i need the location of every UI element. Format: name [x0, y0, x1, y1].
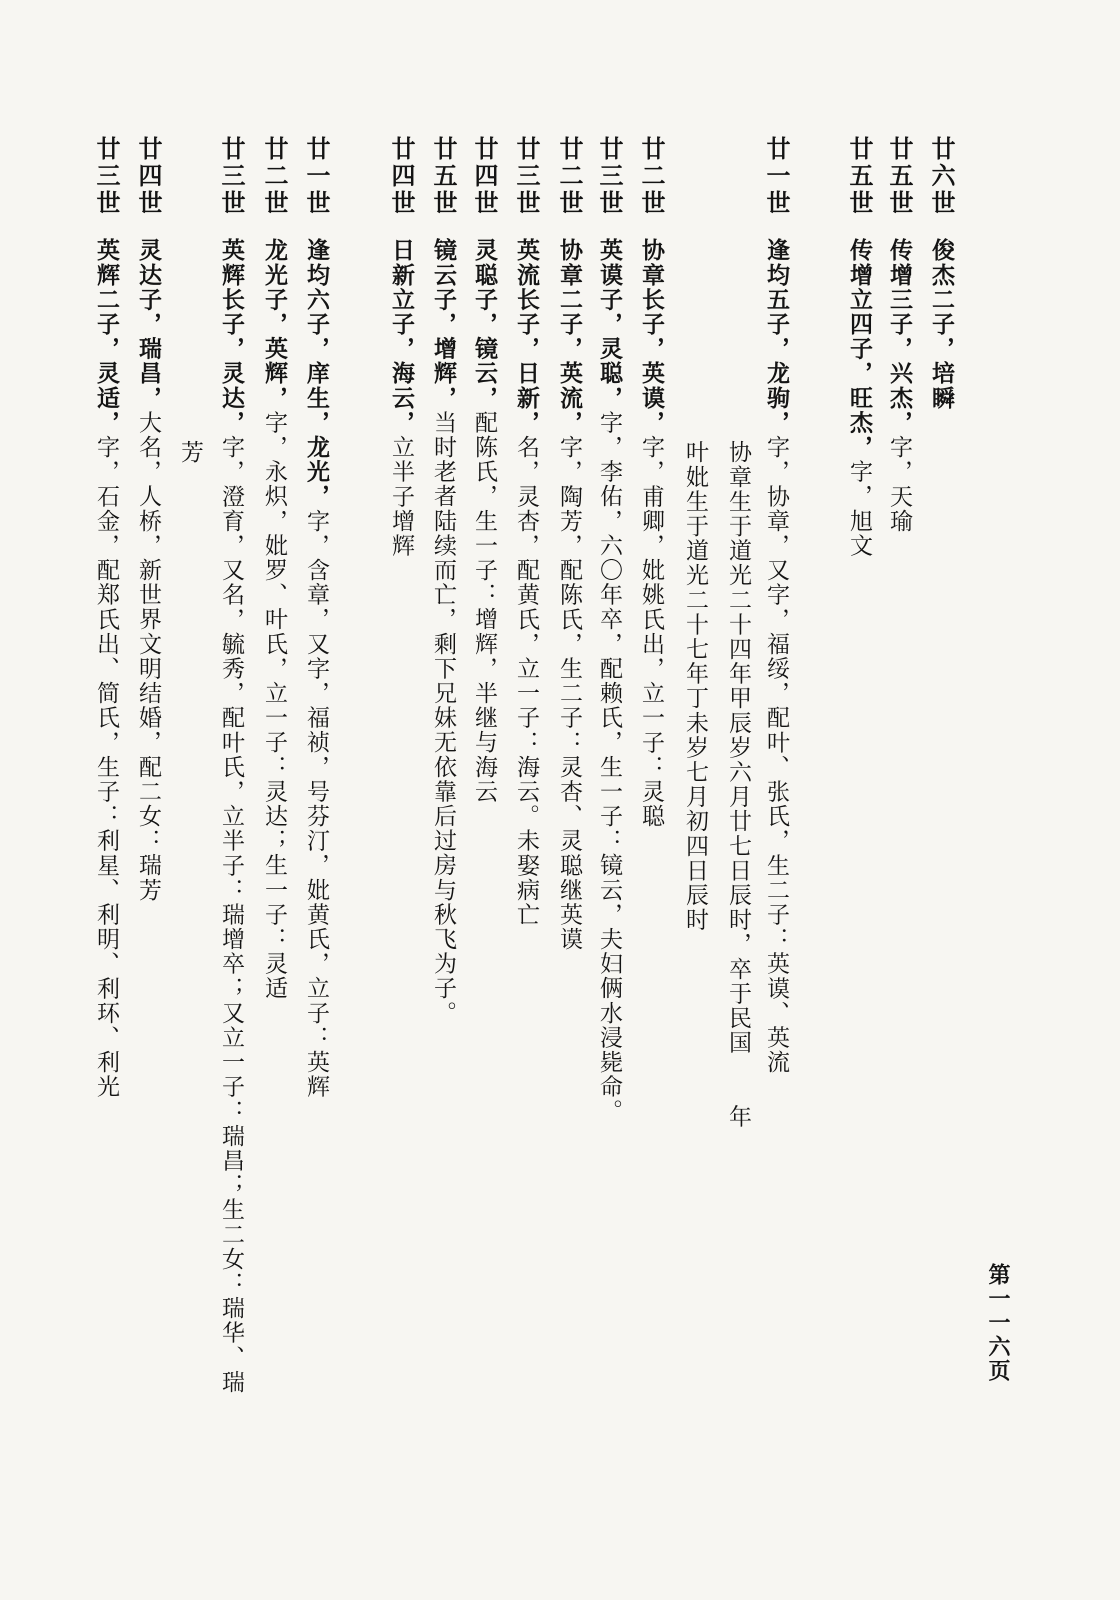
- entry-name: 协章二子，英流，: [556, 238, 582, 435]
- entry-name: 镜云子，增辉，: [430, 238, 456, 411]
- entry-col-13: [389, 0, 429, 1600]
- entry-col-14: [304, 0, 344, 1600]
- entry-name: 英谟子，灵聪，: [596, 238, 622, 411]
- entry-name: 英辉二子，灵适，: [93, 238, 119, 435]
- entry-col-12: [431, 0, 471, 1600]
- entry-detail: 字，澄育，又名，毓秀，配叶氏，立半子：瑞增卒；又立一子：瑞昌；生二女：瑞华、瑞: [218, 434, 244, 1395]
- entry-detail: 协章生于道光二十四年甲辰岁六月廿七日辰时，卒于民国 年: [725, 440, 751, 1129]
- generation-label: 廿三世: [92, 136, 120, 217]
- entry-col-9: [557, 0, 597, 1600]
- entry-detail: 字，旭文: [846, 459, 872, 558]
- entry-text: [94, 238, 117, 1099]
- entry-col-4: [764, 0, 804, 1600]
- entry-detail: 字，石金，配郑氏出、简氏，生子：利星、利明、利环、利光: [93, 434, 119, 1100]
- entry-text: [389, 238, 412, 558]
- entry-text: [431, 238, 454, 1025]
- entry-name: 逢均六子，庠生，龙光，: [303, 238, 329, 509]
- entry-name: 俊杰二子，培瞬: [928, 238, 954, 411]
- entry-detail: 字，陶芳，配陈氏，生二子：灵杏、灵聪继英谟: [556, 434, 582, 952]
- entry-detail: 字，甫卿，妣姚氏出，立一子：灵聪: [638, 434, 664, 829]
- entry-name: 灵达子，瑞昌，: [135, 238, 161, 411]
- entry-name: 协章长子，英谟，: [638, 238, 664, 435]
- generation-label: 廿二世: [260, 136, 288, 217]
- entry-detail: 字，李佑，六〇年卒，配赖氏，生一子：镜云，夫妇俩水浸毙命。: [596, 410, 622, 1124]
- entry-col-10: [514, 0, 554, 1600]
- entry-col-16: [219, 0, 259, 1600]
- generation-label: 廿四世: [470, 136, 498, 217]
- entry-col-6: [683, 0, 723, 1600]
- generation-label: 廿一世: [762, 136, 790, 217]
- entry-detail: 配陈氏，生一子：增辉，半继与海云: [471, 410, 497, 804]
- entry-detail: 字，含章，又字，福祯，号芬汀，妣黄氏，立子：英辉: [303, 508, 329, 1100]
- entry-col-18: [136, 0, 176, 1600]
- generation-label: 廿三世: [217, 136, 245, 217]
- entry-name: 日新立子，海云，: [388, 238, 414, 435]
- entry-text: [847, 238, 870, 558]
- entry-col-15: [262, 0, 302, 1600]
- entry-col-11: [472, 0, 512, 1600]
- entry-detail: 名，灵杏，配黄氏，立一子：海云。未娶病亡: [513, 434, 539, 927]
- entry-col-2: [887, 0, 927, 1600]
- entry-detail: 字，协章，又字，福绥，配叶、张氏，生二子：英谟、英流: [763, 434, 789, 1075]
- entry-text: [764, 238, 787, 1074]
- entry-detail: 叶妣生于道光二十七年丁未岁七月初四日辰时: [682, 440, 708, 932]
- entry-text: [597, 238, 620, 1124]
- entry-text: [304, 238, 327, 1099]
- entry-detail: 当时老者陆续而亡，剩下兄妹无依靠后过房与秋飞为子。: [430, 410, 456, 1026]
- generation-label: 廿六世: [927, 136, 955, 217]
- entry-detail: 立半子增辉: [388, 434, 414, 558]
- generation-label: 廿一世: [302, 136, 330, 217]
- generation-label: 廿二世: [637, 136, 665, 217]
- generation-label: 廿二世: [555, 136, 583, 217]
- generation-label: 廿五世: [885, 136, 913, 217]
- entry-col-19: [94, 0, 134, 1600]
- page-number: 第一一六页: [985, 1263, 1010, 1383]
- entry-col-7: [639, 0, 679, 1600]
- entry-detail: 字，天瑜: [886, 434, 912, 534]
- generation-label: 廿五世: [845, 136, 873, 217]
- entry-text: [514, 238, 537, 927]
- entry-text: [219, 238, 242, 1394]
- entry-text: [136, 238, 159, 902]
- entry-text: [557, 238, 580, 951]
- entry-text: [262, 238, 285, 1001]
- entry-name: 逢均五子，龙驹，: [763, 238, 789, 435]
- entry-col-5: [726, 0, 766, 1600]
- generation-label: 廿三世: [512, 136, 540, 217]
- entry-detail: 字，永炽，妣罗、叶氏，立一子：灵达；生一子：灵适: [261, 410, 287, 1001]
- entry-text: [472, 238, 495, 804]
- entry-name: 龙光子，英辉，: [261, 238, 287, 411]
- generation-label: 廿五世: [429, 136, 457, 217]
- entry-name: 英流长子，日新，: [513, 238, 539, 435]
- generation-label: 廿三世: [595, 136, 623, 217]
- entry-text: [929, 238, 952, 410]
- entry-name: 传增三子，兴杰，: [886, 238, 912, 435]
- entry-detail: 芳: [177, 440, 203, 465]
- entry-col-3: [847, 0, 887, 1600]
- entry-col-1: [929, 0, 969, 1600]
- generation-label: 廿四世: [134, 136, 162, 217]
- entry-name: 传增立四子，旺杰，: [846, 238, 872, 460]
- entry-col-17: [178, 0, 218, 1600]
- entry-name: 英辉长子，灵达，: [218, 238, 244, 435]
- entry-text: [639, 238, 662, 828]
- entry-detail: 大名，人桥，新世界文明结婚，配二女：瑞芳: [135, 410, 161, 903]
- entry-name: 灵聪子，镜云，: [471, 238, 497, 411]
- generation-label: 廿四世: [387, 136, 415, 217]
- entry-col-8: [597, 0, 637, 1600]
- entry-text: [887, 238, 910, 533]
